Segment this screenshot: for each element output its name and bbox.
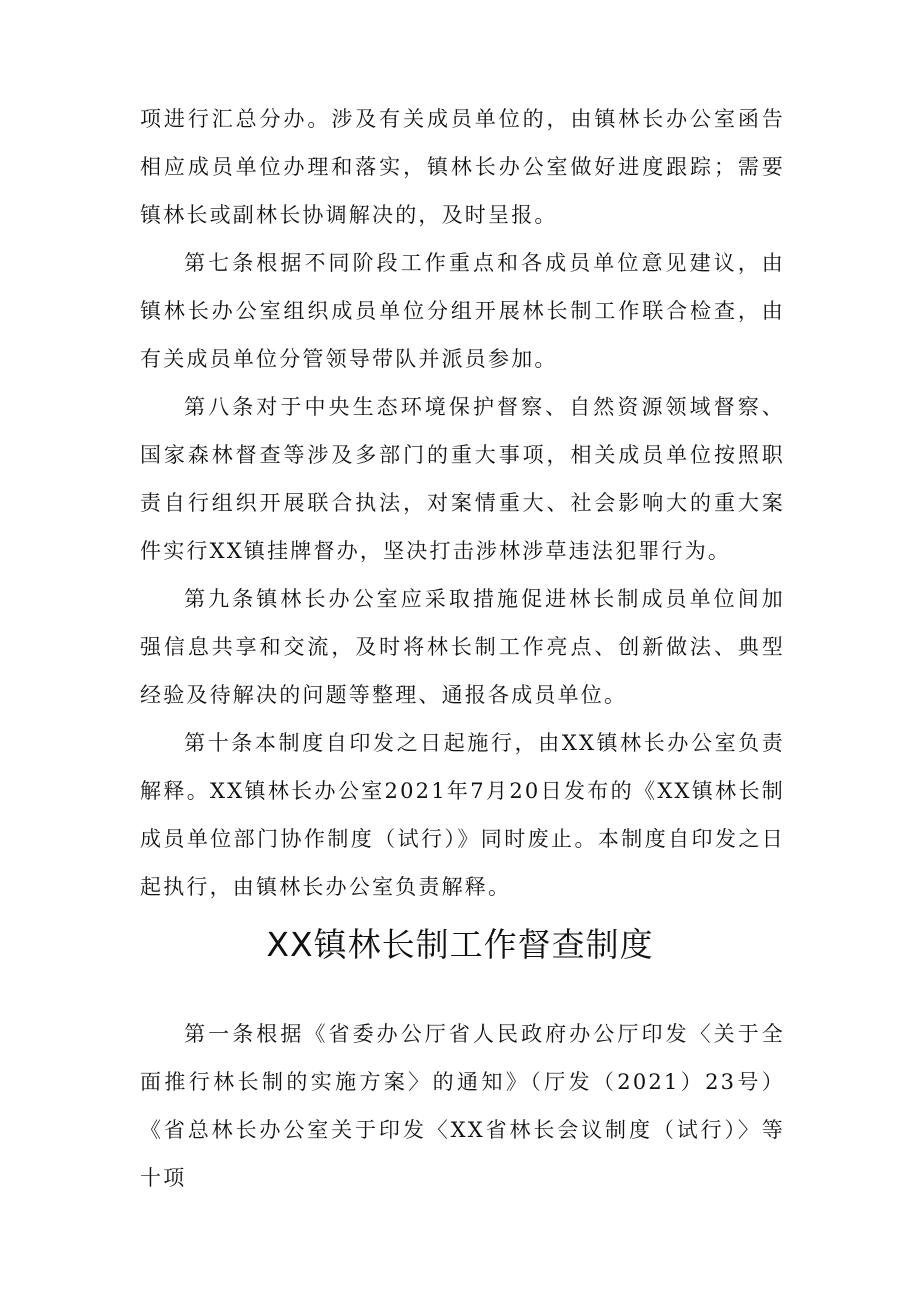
article-9-paragraph: 第九条镇林长办公室应采取措施促进林长制成员单位间加强信息共享和交流，及时将林长制工作亮点、创新做法、典型经验及待解决的问题等整理、通报各成员单位。 [140, 587, 785, 707]
article-1-paragraph: 第一条根据《省委办公厅省人民政府办公厅印发〈关于全面推行林长制的实施方案〉的通知》（厅发（2021）23号）《省总林长办公室关于印发〈XX省林长会议制度（试行）〉等十项 [140, 1022, 785, 1190]
continued-paragraph: 项进行汇总分办。涉及有关成员单位的，由镇林长办公室函告相应成员单位办理和落实，镇林长办公室做好进度跟踪；需要镇林长或副林长协调解决的，及时呈报。 [140, 107, 785, 227]
article-10-paragraph: 第十条本制度自印发之日起施行，由XX镇林长办公室负责解释。XX镇林长办公室2021年7月20日发布的《XX镇林长制成员单位部门协作制度（试行）》同时废止。本制度自印发之日起执行，由镇林长办公室负责解释。 [140, 731, 785, 899]
article-7-paragraph: 第七条根据不同阶段工作重点和各成员单位意见建议，由镇林长办公室组织成员单位分组开展林长制工作联合检查，由有关成员单位分管领导带队并派员参加。 [140, 251, 785, 371]
document-title: XX镇林长制工作督查制度 [266, 925, 654, 964]
article-8-paragraph: 第八条对于中央生态环境保护督察、自然资源领域督察、国家森林督查等涉及多部门的重大事项，相关成员单位按照职责自行组织开展联合执法，对案情重大、社会影响大的重大案件实行XX镇挂牌督办，坚决打击涉林涉草违法犯罪行为。 [140, 395, 785, 563]
previous-regulation-text [140, 95, 785, 911]
new-regulation-text [140, 1010, 785, 1202]
